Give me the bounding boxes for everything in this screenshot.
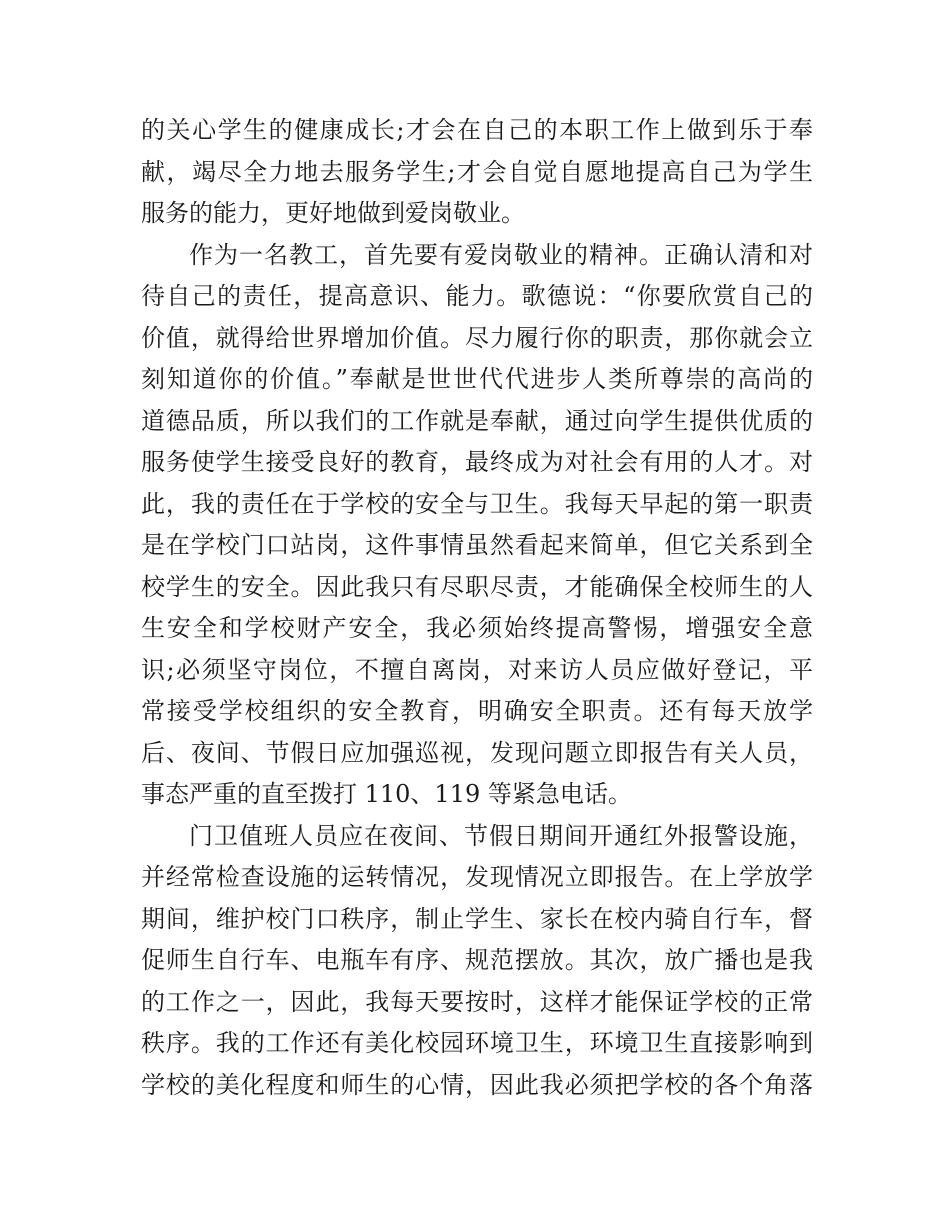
- text-line: 服务的能力，更好地做到爱岗敬业。: [141, 199, 525, 227]
- text-line: 并经常检查设施的运转情况，发现情况立即报告。在上学放学: [141, 863, 813, 891]
- text-line: 此，我的责任在于学校的安全与卫生。我每天早起的第一职责: [141, 489, 813, 518]
- text-line: 学校的美化程度和师生的心情，因此我必须把学校的各个角落: [141, 1070, 813, 1099]
- text-line: 校学生的安全。因此我只有尽职尽责，才能确保全校师生的人: [141, 572, 813, 601]
- text-line: 的工作之一，因此，我每天要按时，这样才能保证学校的正常: [141, 987, 813, 1016]
- text-line: 期间，维护校门口秩序，制止学生、家长在校内骑自行车，督: [141, 904, 813, 933]
- text-line: 是在学校门口站岗，这件事情虽然看起来简单，但它关系到全: [141, 531, 813, 559]
- text-line: 献，竭尽全力地去服务学生;才会自觉自愿地提高自己为学生: [141, 157, 813, 186]
- text-line: 服务使学生接受良好的教育，最终成为对社会有用的人才。对: [141, 448, 813, 476]
- document-body: [141, 110, 813, 1106]
- text-line: 促师生自行车、电瓶车有序、规范摆放。其次，放广播也是我: [141, 946, 813, 974]
- text-line: 生安全和学校财产安全，我必须始终提高警惕，增强安全意: [141, 614, 813, 642]
- text-line: 刻知道你的价值。”奉献是世世代代进步人类所尊崇的高尚的: [141, 365, 813, 393]
- text-line: 道德品质，所以我们的工作就是奉献，通过向学生提供优质的: [141, 406, 813, 435]
- text-line: 事态严重的直至拨打 110、119 等紧急电话。: [141, 780, 632, 808]
- text-line: 作为一名教工，首先要有爱岗敬业的精神。正确认清和对: [189, 240, 813, 269]
- text-line: 识;必须坚守岗位，不擅自离岗，对来访人员应做好登记，平: [141, 655, 813, 684]
- text-line: 常接受学校组织的安全教育，明确安全职责。还有每天放学: [141, 697, 813, 725]
- text-line: 门卫值班人员应在夜间、节假日期间开通红外报警设施，: [189, 821, 813, 850]
- text-line: 价值，就得给世界增加价值。尽力履行你的职责，那你就会立: [141, 323, 813, 352]
- text-line: 待自己的责任，提高意识、能力。歌德说：“你要欣赏自己的: [141, 282, 813, 310]
- text-line: 秩序。我的工作还有美化校园环境卫生，环境卫生直接影响到: [141, 1029, 813, 1057]
- text-line: 的关心学生的健康成长;才会在自己的本职工作上做到乐于奉: [141, 116, 813, 144]
- text-line: 后、夜间、节假日应加强巡视，发现问题立即报告有关人员，: [141, 738, 813, 767]
